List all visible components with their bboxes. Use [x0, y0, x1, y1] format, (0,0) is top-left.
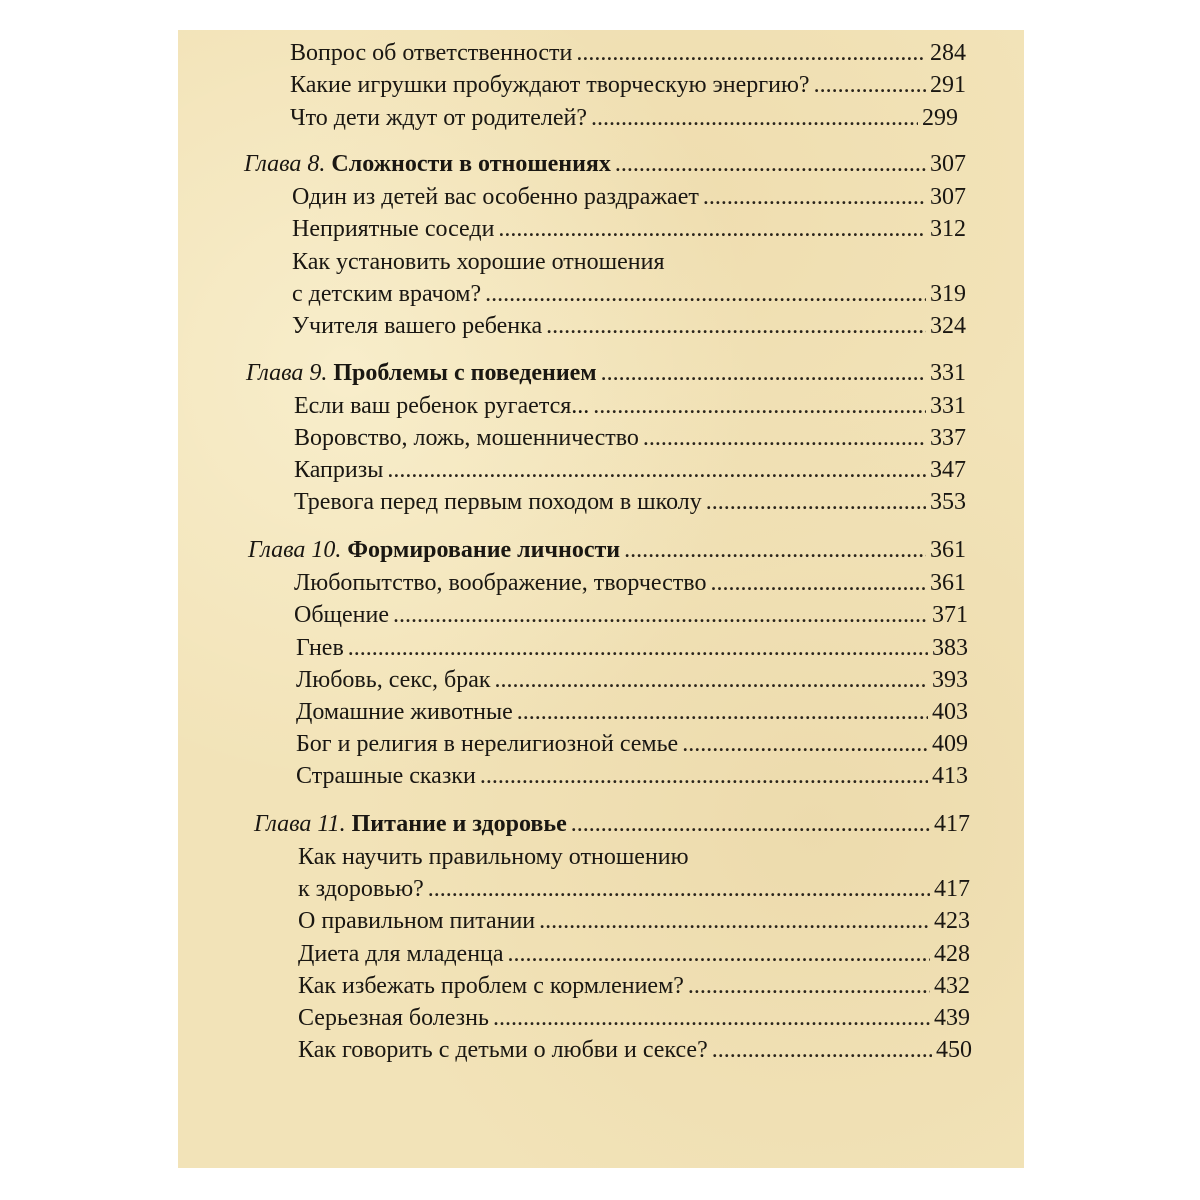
entry-title: Страшные сказки: [296, 763, 476, 789]
toc-entry: [296, 697, 968, 727]
dot-leader: [682, 729, 928, 759]
page-number: 324: [930, 313, 966, 339]
chapter-label: Глава 9.: [246, 360, 328, 386]
entry-title: Один из детей вас особенно раздражает: [292, 184, 699, 210]
page-number: 299: [922, 105, 958, 131]
dot-leader: [624, 535, 926, 565]
dot-leader: [591, 103, 918, 133]
entry-title: О правильном питании: [298, 908, 536, 934]
toc-chapter: [254, 809, 970, 839]
page-number: 413: [932, 763, 968, 789]
entry-title-line1: Как установить хорошие отношения: [292, 249, 665, 275]
toc-entry: [290, 38, 966, 68]
toc-entry: [294, 423, 966, 453]
dot-leader: [643, 423, 926, 453]
toc-chapter: [244, 149, 966, 179]
dot-leader: [485, 279, 926, 309]
toc-entry: [298, 1035, 972, 1065]
entry-title: Серьезная болезнь: [298, 1005, 489, 1031]
page-number: 409: [932, 731, 968, 757]
dot-leader: [546, 311, 926, 341]
dot-leader: [814, 70, 926, 100]
entry-title: Воровство, ложь, мошенничество: [294, 425, 639, 451]
toc-entry: [292, 279, 966, 309]
entry-title: Какие игрушки пробуждают творческую энергию?: [290, 72, 810, 98]
chapter-name: Сложности в отношениях: [331, 151, 611, 177]
chapter-label: Глава 11.: [254, 811, 346, 837]
entry-title: Общение: [294, 602, 390, 628]
entry-title: с детским врачом?: [292, 281, 482, 307]
dot-leader: [615, 149, 926, 179]
chapter-name: Питание и здоровье: [351, 811, 567, 837]
page-number: 361: [930, 537, 966, 563]
toc-entry: [294, 568, 966, 598]
page-number: 347: [930, 457, 966, 483]
entry-title: Неприятные соседи: [292, 216, 495, 242]
dot-leader: [393, 600, 928, 630]
page-number: 307: [930, 151, 966, 177]
dot-leader: [706, 487, 926, 517]
toc-entry: [296, 665, 968, 695]
entry-title: Диета для младенца: [298, 941, 504, 967]
page-number: 353: [930, 489, 966, 515]
toc-entry: [298, 971, 970, 1001]
page-number: 284: [930, 40, 966, 66]
dot-leader: [495, 665, 928, 695]
page-number: 291: [930, 72, 966, 98]
toc-entry: [296, 729, 968, 759]
page-number: 307: [930, 184, 966, 210]
dot-leader: [688, 971, 930, 1001]
page-number: 383: [932, 635, 968, 661]
page-number: 432: [934, 973, 970, 999]
dot-leader: [508, 939, 930, 969]
entry-title: Тревога перед первым походом в школу: [294, 489, 702, 515]
dot-leader: [712, 1035, 932, 1065]
dot-leader: [517, 697, 928, 727]
page-number: 417: [934, 876, 970, 902]
dot-leader: [493, 1003, 930, 1033]
entry-title: Капризы: [294, 457, 384, 483]
entry-title: Как говорить с детьми о любви и сексе?: [298, 1037, 708, 1063]
dot-leader: [498, 214, 926, 244]
toc-chapter: [248, 535, 966, 565]
page-number: 450: [936, 1037, 972, 1063]
dot-leader: [539, 906, 930, 936]
page-number: 393: [932, 667, 968, 693]
toc-entry: [290, 70, 966, 100]
chapter-label: Глава 8.: [244, 151, 326, 177]
chapter-name: Формирование личности: [347, 537, 621, 563]
dot-leader: [480, 761, 928, 791]
entry-title: Гнев: [296, 635, 344, 661]
page-number: 337: [930, 425, 966, 451]
dot-leader: [703, 182, 926, 212]
toc-entry: [298, 906, 970, 936]
toc-entry: [290, 103, 958, 133]
entry-title: Любопытство, воображение, творчество: [294, 570, 707, 596]
toc-entry: [292, 214, 966, 244]
entry-title: Если ваш ребенок ругается...: [294, 393, 590, 419]
toc-entry: [292, 182, 966, 212]
dot-leader: [387, 455, 926, 485]
book-page: [178, 30, 1024, 1168]
page-number: 428: [934, 941, 970, 967]
toc-entry: [294, 600, 968, 630]
entry-title: Что дети ждут от родителей?: [290, 105, 588, 131]
toc-entry: [298, 874, 970, 904]
dot-leader: [710, 568, 926, 598]
toc-entry: [294, 487, 966, 517]
chapter-name: Проблемы с поведением: [333, 360, 597, 386]
table-of-contents: [178, 30, 1024, 1168]
dot-leader: [348, 633, 928, 663]
entry-title: Домашние животные: [296, 699, 513, 725]
entry-title: Как избежать проблем с кормлением?: [298, 973, 684, 999]
entry-title: Учителя вашего ребенка: [292, 313, 543, 339]
entry-title: к здоровью?: [298, 876, 424, 902]
toc-entry: [294, 455, 966, 485]
page-number: 331: [930, 393, 966, 419]
dot-leader: [576, 38, 926, 68]
toc-entry: [294, 391, 966, 421]
toc-entry: [298, 1003, 970, 1033]
dot-leader: [593, 391, 926, 421]
toc-entry: [296, 633, 968, 663]
page-number: 403: [932, 699, 968, 725]
toc-entry: [292, 311, 966, 341]
page-number: 439: [934, 1005, 970, 1031]
toc-chapter: [246, 358, 966, 388]
entry-title: Любовь, секс, брак: [296, 667, 491, 693]
toc-entry: [298, 939, 970, 969]
page-number: 319: [930, 281, 966, 307]
chapter-label: Глава 10.: [248, 537, 342, 563]
dot-leader: [601, 358, 926, 388]
page-number: 371: [932, 602, 968, 628]
page-number: 312: [930, 216, 966, 242]
dot-leader: [428, 874, 930, 904]
toc-entry: [296, 761, 968, 791]
entry-title: Вопрос об ответственности: [290, 40, 573, 66]
page-number: 361: [930, 570, 966, 596]
entry-title-line1: Как научить правильному отношению: [298, 844, 689, 870]
page-number: 331: [930, 360, 966, 386]
page-number: 417: [934, 811, 970, 837]
page-number: 423: [934, 908, 970, 934]
entry-title: Бог и религия в нерелигиозной семье: [296, 731, 679, 757]
dot-leader: [571, 809, 930, 839]
